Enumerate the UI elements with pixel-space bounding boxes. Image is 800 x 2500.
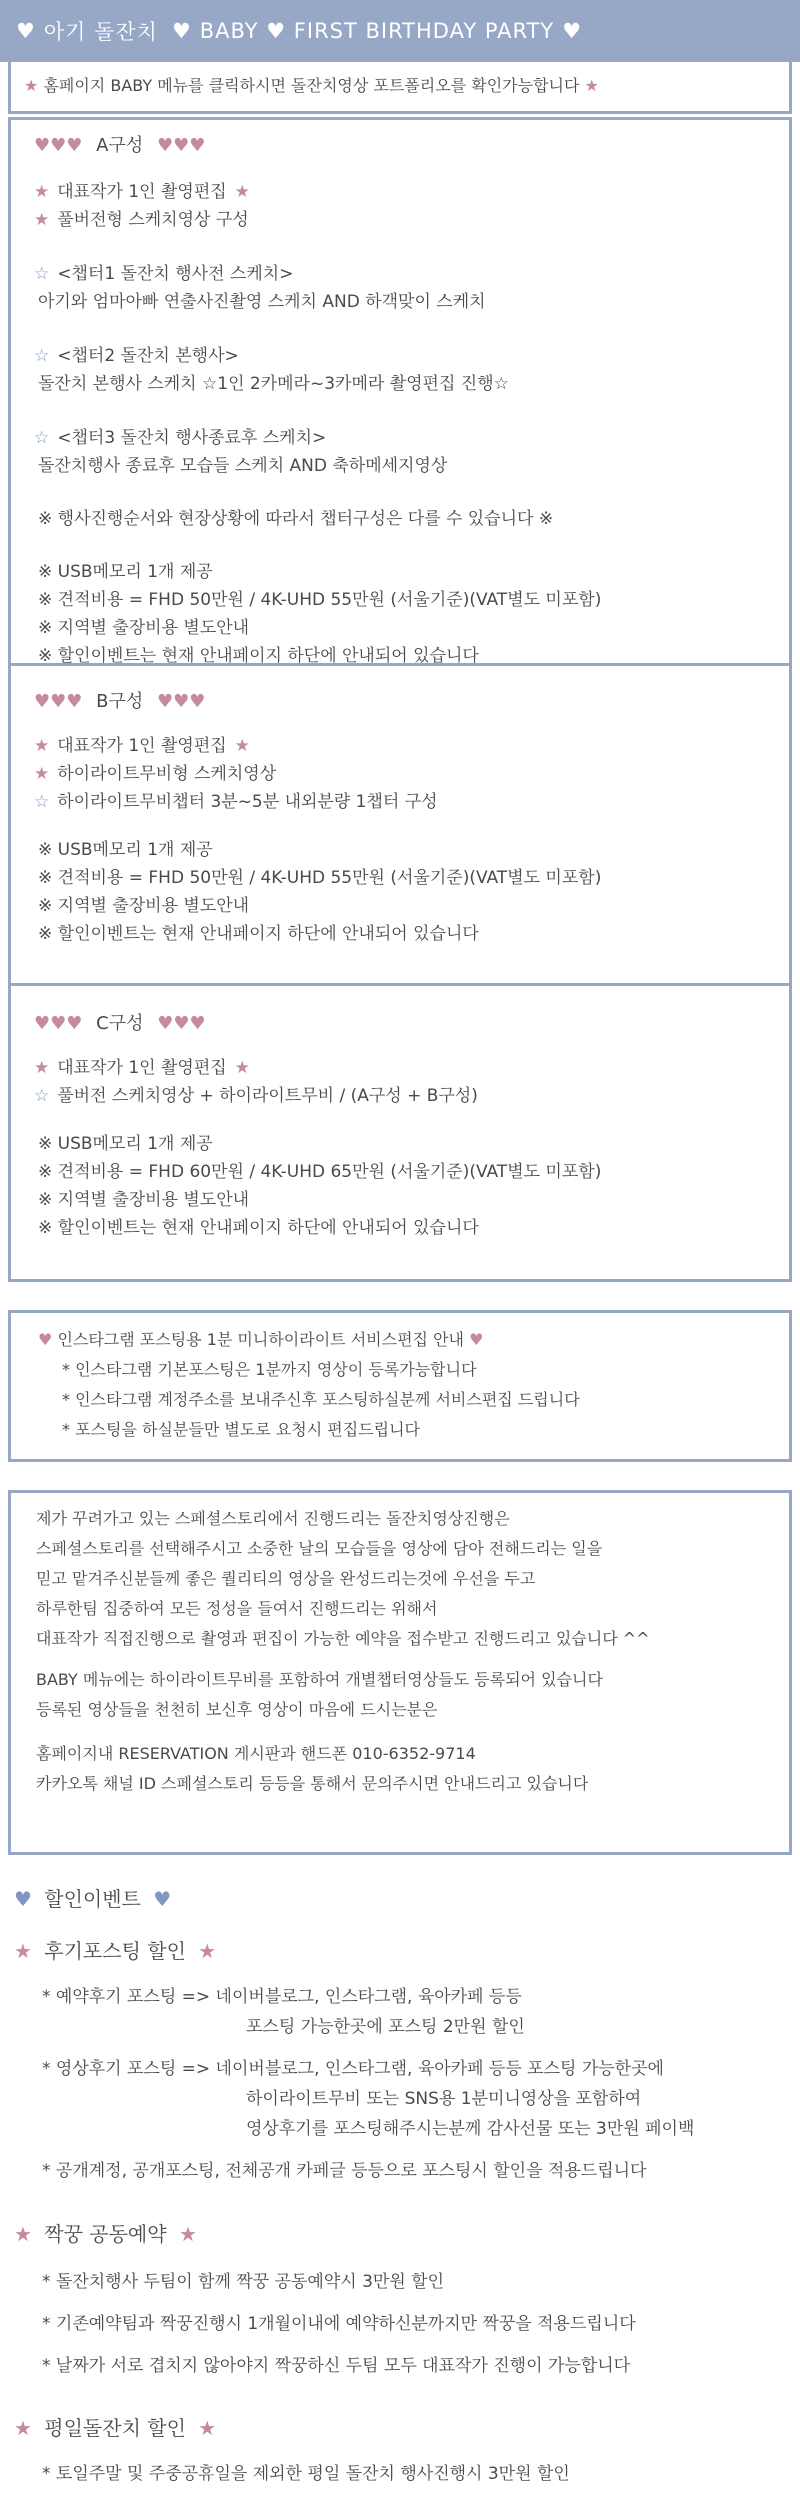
line-text: <챕터3 돌잔치 행사종료후 스케치> — [57, 428, 327, 448]
line-text: 하이라이트무비챕터 3분~5분 내외분량 1챕터 구성 — [57, 792, 438, 812]
section-line — [38, 864, 601, 892]
star-icon: ★ — [34, 764, 50, 784]
star-icon: ★ — [34, 736, 50, 756]
heart-icon: ♥ — [38, 1330, 53, 1349]
notice-text: 홈페이지 BABY 메뉴를 클릭하시면 돌잔치영상 포트폴리오를 확인가능합니다 — [43, 76, 580, 95]
intro-line: 하루한팀 집중하여 모든 정성을 들여서 진행드리는 위해서 — [36, 1599, 438, 1618]
heart-icon: ♥ — [16, 19, 36, 43]
line-text: ※ 할인이벤트는 현재 안내페이지 하단에 안내되어 있습니다 — [38, 1218, 479, 1238]
line-text: 아기와 엄마아빠 연출사진촬영 스케치 AND 하객맞이 스케치 — [38, 292, 486, 312]
instagram-item: * 인스타그램 계정주소를 보내주신후 포스팅하실분께 서비스편집 드립니다 — [62, 1390, 580, 1409]
star-icon: ★ — [234, 1058, 250, 1078]
pair-discount-title: 짝꿍 공동예약 — [44, 2222, 167, 2246]
hearts-icon: ♥♥♥ — [157, 1013, 206, 1034]
star-icon: ★ — [198, 1939, 217, 1963]
intro-line: 제가 꾸려가고 있는 스페셜스토리에서 진행드리는 돌잔치영상진행은 — [36, 1509, 510, 1528]
section-line — [38, 1214, 479, 1242]
star-icon: ★ — [24, 76, 39, 95]
pair-line: * 돌잔치행사 두팀이 함께 짝꿍 공동예약시 3만원 할인 — [42, 2272, 445, 2292]
line-text: ※ 견적비용 = FHD 60만원 / 4K-UHD 65만원 (서울기준)(VAT별도 미포함) — [38, 1162, 602, 1182]
pair-line: * 기존예약팀과 짝꿍진행시 1개월이내에 예약하신분까지만 짝꿍을 적용드립니다 — [42, 2314, 636, 2334]
hearts-icon: ♥♥♥ — [157, 691, 206, 712]
star-outline-icon: ☆ — [34, 1086, 50, 1106]
intro-line: 대표작가 직접진행으로 촬영과 편집이 가능한 예약을 접수받고 진행드리고 있습니다 ^^ — [36, 1629, 650, 1648]
discount-title: 할인이벤트 — [44, 1887, 141, 1911]
section-line — [38, 614, 249, 642]
section-b-title: B구성 — [96, 691, 144, 712]
section-c-header — [34, 1010, 206, 1038]
section-line — [34, 788, 438, 816]
star-icon: ★ — [34, 210, 50, 230]
star-icon: ★ — [14, 1939, 32, 1963]
pair-discount-header — [14, 2220, 197, 2248]
banner-title-korean: 아기 돌잔치 — [43, 20, 158, 44]
instagram-header — [38, 1326, 483, 1354]
banner-title-english: BABY ♥ FIRST BIRTHDAY PARTY — [199, 19, 555, 43]
intro-line: 카카오톡 채널 ID 스페셜스토리 등등을 통해서 문의주시면 안내드리고 있습니다 — [36, 1774, 589, 1793]
heart-icon: ♥ — [562, 19, 583, 43]
star-icon: ★ — [584, 76, 599, 95]
section-line — [34, 1082, 478, 1110]
review-line: 하이라이트무비 또는 SNS용 1분미니영상을 포함하여 — [246, 2089, 642, 2109]
line-text: ※ 지역별 출장비용 별도안내 — [38, 618, 250, 638]
heart-icon: ♥ — [469, 1330, 484, 1349]
heart-icon: ♥ — [153, 1887, 172, 1911]
weekday-line: * 토일주말 및 주중공휴일을 제외한 평일 돌잔치 행사진행시 3만원 할인 — [42, 2464, 570, 2484]
section-line — [38, 892, 249, 920]
section-a-title: A구성 — [96, 135, 144, 156]
review-line: * 예약후기 포스팅 => 네이버블로그, 인스타그램, 육아카페 등등 — [42, 1987, 522, 2007]
line-text: 대표작가 1인 촬영편집 — [57, 182, 227, 202]
line-text: ※ USB메모리 1개 제공 — [38, 562, 213, 582]
line-text: 돌잔치 본행사 스케치 ☆1인 2카메라~3카메라 촬영편집 진행☆ — [38, 374, 509, 394]
star-icon: ★ — [234, 182, 250, 202]
line-text: <챕터1 돌잔치 행사전 스케치> — [57, 264, 294, 284]
line-text: ※ 견적비용 = FHD 50만원 / 4K-UHD 55만원 (서울기준)(VAT별도 미포함) — [38, 868, 602, 888]
review-line: 포스팅 가능한곳에 포스팅 2만원 할인 — [246, 2017, 525, 2037]
review-line: * 공개계정, 공개포스팅, 전체공개 카페글 등등으로 포스팅시 할인을 적용드립니다 — [42, 2161, 647, 2181]
line-text: 풀버전형 스케치영상 구성 — [57, 210, 249, 230]
intro-line: 등록된 영상들을 천천히 보신후 영상이 마음에 드시는분은 — [36, 1700, 438, 1719]
section-line — [38, 288, 486, 316]
section-a-header — [34, 132, 205, 160]
line-text: ※ 견적비용 = FHD 50만원 / 4K-UHD 55만원 (서울기준)(VAT별도 미포함) — [38, 590, 602, 610]
review-line: * 영상후기 포스팅 => 네이버블로그, 인스타그램, 육아카페 등등 포스팅 가능한곳에 — [42, 2059, 664, 2079]
section-line — [34, 760, 276, 788]
pair-line: * 날짜가 서로 겹치지 않아야지 짝꿍하신 두팀 모두 대표작가 진행이 가능합니다 — [42, 2356, 631, 2376]
section-line — [34, 178, 250, 206]
intro-line: 스페셜스토리를 선택해주시고 소중한 날의 모습들을 영상에 담아 전해드리는 일을 — [36, 1539, 603, 1558]
weekday-discount-title: 평일돌잔치 할인 — [44, 2416, 186, 2440]
section-line — [34, 260, 293, 288]
section-line — [38, 920, 479, 948]
instagram-item: * 포스팅을 하실분들만 별도로 요청시 편집드립니다 — [62, 1420, 421, 1439]
section-line — [34, 424, 326, 452]
line-text: ※ 지역별 출장비용 별도안내 — [38, 1190, 250, 1210]
instagram-title: 인스타그램 포스팅용 1분 미니하이라이트 서비스편집 안내 — [57, 1330, 464, 1349]
section-line — [34, 732, 250, 760]
page-banner — [0, 0, 800, 62]
star-icon: ★ — [14, 2222, 32, 2246]
review-discount-title: 후기포스팅 할인 — [44, 1939, 186, 1963]
section-line — [38, 370, 509, 398]
line-text: ※ 할인이벤트는 현재 안내페이지 하단에 안내되어 있습니다 — [38, 646, 479, 666]
review-discount-header — [14, 1937, 216, 1965]
star-outline-icon: ☆ — [34, 792, 50, 812]
section-line — [38, 642, 479, 670]
star-icon: ★ — [234, 736, 250, 756]
hearts-icon: ♥♥♥ — [34, 691, 83, 712]
section-line — [38, 505, 553, 533]
line-text: ※ 할인이벤트는 현재 안내페이지 하단에 안내되어 있습니다 — [38, 924, 479, 944]
weekday-discount-header — [14, 2414, 216, 2442]
line-text: ※ 행사진행순서와 현장상황에 따라서 챕터구성은 다를 수 있습니다 ※ — [38, 509, 554, 529]
star-icon: ★ — [198, 2416, 217, 2440]
discount-header — [14, 1885, 171, 1913]
star-icon: ★ — [178, 2222, 197, 2246]
line-text: 돌잔치행사 종료후 모습들 스케치 AND 축하메세지영상 — [38, 456, 448, 476]
line-text: <챕터2 돌잔치 본행사> — [57, 346, 239, 366]
section-line — [34, 1054, 250, 1082]
star-outline-icon: ☆ — [34, 346, 50, 366]
notice-line — [24, 72, 599, 100]
section-b-header — [34, 688, 205, 716]
section-line — [38, 558, 213, 586]
intro-line: 홈페이지내 RESERVATION 게시판과 핸드폰 010-6352-9714 — [36, 1744, 476, 1763]
line-text: 하이라이트무비형 스케치영상 — [57, 764, 277, 784]
star-icon: ★ — [34, 182, 50, 202]
star-outline-icon: ☆ — [34, 264, 50, 284]
line-text: ※ USB메모리 1개 제공 — [38, 1134, 213, 1154]
section-line — [38, 836, 213, 864]
section-c-title: C구성 — [96, 1013, 144, 1034]
hearts-icon: ♥♥♥ — [34, 135, 83, 156]
star-icon: ★ — [34, 1058, 50, 1078]
instagram-item: * 인스타그램 기본포스팅은 1분까지 영상이 등록가능합니다 — [62, 1360, 477, 1379]
star-outline-icon: ☆ — [34, 428, 50, 448]
section-line — [38, 586, 601, 614]
line-text: 풀버전 스케치영상 + 하이라이트무비 / (A구성 + B구성) — [57, 1086, 478, 1106]
section-line — [34, 342, 239, 370]
intro-line: BABY 메뉴에는 하이라이트무비를 포함하여 개별챕터영상들도 등록되어 있습니다 — [36, 1670, 603, 1689]
section-line — [38, 1186, 249, 1214]
hearts-icon: ♥♥♥ — [34, 1013, 83, 1034]
review-line: 영상후기를 포스팅해주시는분께 감사선물 또는 3만원 페이백 — [246, 2119, 695, 2139]
line-text: ※ USB메모리 1개 제공 — [38, 840, 213, 860]
section-line — [38, 452, 447, 480]
section-line — [38, 1158, 601, 1186]
section-divider — [8, 983, 792, 986]
section-line — [34, 206, 249, 234]
section-line — [38, 1130, 213, 1158]
intro-line: 믿고 맡겨주신분들께 좋은 퀄리티의 영상을 완성드리는것에 우선을 두고 — [36, 1569, 536, 1588]
line-text: ※ 지역별 출장비용 별도안내 — [38, 896, 250, 916]
hearts-icon: ♥♥♥ — [156, 135, 206, 156]
star-icon: ★ — [14, 2416, 32, 2440]
line-text: 대표작가 1인 촬영편집 — [57, 1058, 227, 1078]
heart-icon: ♥ — [171, 19, 192, 43]
heart-icon: ♥ — [14, 1887, 32, 1911]
line-text: 대표작가 1인 촬영편집 — [57, 736, 227, 756]
